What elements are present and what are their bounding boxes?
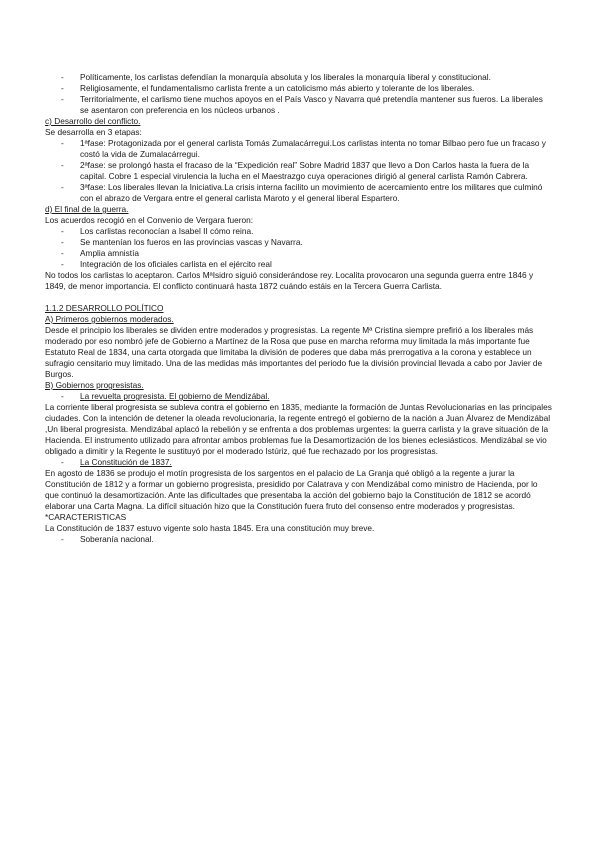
end-intro: Los acuerdos recogió en el Convenio de Vergara fueron: bbox=[45, 215, 254, 225]
end-closing: No todos los carlistas lo aceptaron. Carlos MªIsidro siguió considerándose rey. Localita provocaron una segunda guerra entre 1846 y 1849, de menor importancia. El conflicto continuará hasta 1872 cuándo estáis en la Tercera Guerra Carlista. bbox=[45, 270, 534, 291]
characteristics-heading: *CARACTERISTICAS bbox=[45, 512, 127, 522]
subsection-a-text: Desde el principio los liberales se dividen entre moderados y progresistas. La regente Mª Cristina siempre prefirió a los liberales más moderado por eso nombró jefe de Gobierno a Martínez de la Rosa que puse en marcha reforma muy limitada la más importante fue Estatuto Real de 1834, una carta otorgada que limitaba la división de poderes que daba más prerrogativa a la corona y establece un sufragio censitario muy limitado. Una de las medidas más importantes del periodo fue la división provincial llevada a cabo por Javier de Burgos. bbox=[45, 325, 543, 379]
list-item: - Soberanía nacional. bbox=[45, 534, 553, 545]
list-item: - Políticamente, los carlistas defendían la monarquía absoluta y los liberales la monarquía liberal y constitucional. bbox=[45, 72, 553, 83]
b2-text: En agosto de 1836 se produjo el motín progresista de los sargentos en el palacio de La Granja qué obligó a la regente a jurar la Constitución de 1812 y a formar un gobierno progresista, presidido por Calatrava y con Mendizábal como ministro de Hacienda, por lo que continuó la desamortización. Ante las dificultades que presentaba la acción del gobierno bajo la Constitución de 1812 se acordó elaborar una Carta Magna. La difícil situación hizo que la Constitución fuera fruto del consenso entre moderados y progresistas. bbox=[45, 468, 538, 511]
list-item: - Se mantenían los fueros en las provincias vascas y Navarra. bbox=[45, 237, 553, 248]
b2-heading: - La Constitución de 1837. bbox=[45, 457, 553, 468]
list-item: - Religiosamente, el fundamentalismo carlista frente a un catolicismo más abierto y tolerante de los liberales. bbox=[45, 83, 553, 94]
list-item: - Los carlistas reconocían a Isabel II cómo reina. bbox=[45, 226, 553, 237]
list-item: - Amplia amnistía bbox=[45, 248, 553, 259]
list-item: - 1ªfase: Protagonizada por el general carlista Tomás Zumalacárregui.Los carlistas intenta no tomar Bilbao pero fue un fracaso y costó la vida de Zumalacárregui. bbox=[45, 138, 553, 160]
subsection-b-heading: B) Gobiernos progresistas. bbox=[45, 380, 144, 390]
end-heading: d) El final de la guerra. bbox=[45, 204, 129, 214]
list-item: - Territorialmente, el carlismo tiene muchos apoyos en el País Vasco y Navarra qué pretendía mantener sus fueros. La liberales se asentaron con preferencia en los núcleos urbanos . bbox=[45, 94, 553, 116]
b1-list bbox=[45, 391, 553, 402]
document-content bbox=[45, 72, 553, 545]
b1-text: La corriente liberal progresista se subleva contra el gobierno en 1835, mediante la formación de Juntas Revolucionarias en las principales ciudades. Con la intención de detener la oleada revolucionaria, la regente entregó el gobierno de la nación a Juan Álvarez de Mendizábal ,Un liberal progresista. Mendizábal aplacó la rebelión y se enfrenta a dos problemas urgentes: la guerra carlista y la grave situación de la Hacienda. El instrumento utilizado para afrontar ambos problemas fue la Desamortización de los bienes eclesiásticos. Mendizábal se vio obligado a dimitir y la Regente le sustituyó por el moderado Istúriz, qué fue rechazado por los progresistas. bbox=[45, 402, 552, 456]
list-item: - 2ªfase: se prolongó hasta el fracaso de la “Expedición real” Sobre Madrid 1837 que llevo a Don Carlos hasta la fuera de la capital. Cobre 1 especial virulencia la lucha en el Maestrazgo cuya operaciones dirigió al general carlista Ramón Cabrera. bbox=[45, 160, 553, 182]
characteristics-list bbox=[45, 534, 553, 545]
list-item: - Integración de los oficiales carlista en el ejército real bbox=[45, 259, 553, 270]
b2-list bbox=[45, 457, 553, 468]
subsection-a-heading: A) Primeros gobiernos moderados. bbox=[45, 314, 174, 324]
list-item: - 3ªfase: Los liberales llevan la Iniciativa.La crisis interna facilito un movimiento de acercamiento entre los militares que culminó con el abrazo de Vergara entre el general carlista Maroto y el general liberal Espartero. bbox=[45, 182, 553, 204]
conflict-intro: Se desarrolla en 3 etapas: bbox=[45, 127, 142, 137]
characteristics-text: La Constitución de 1837 estuvo vigente solo hasta 1845. Era una constitución muy breve. bbox=[45, 523, 375, 533]
b1-heading: - La revuelta progresista. El gobierno de Mendizábal. bbox=[45, 391, 553, 402]
politics-list bbox=[45, 72, 553, 116]
conflict-list bbox=[45, 138, 553, 204]
section-title: 1.1.2 DESARROLLO POLÍTICO bbox=[45, 303, 164, 313]
end-list bbox=[45, 226, 553, 270]
conflict-heading: c) Desarrollo del conflicto. bbox=[45, 116, 141, 126]
